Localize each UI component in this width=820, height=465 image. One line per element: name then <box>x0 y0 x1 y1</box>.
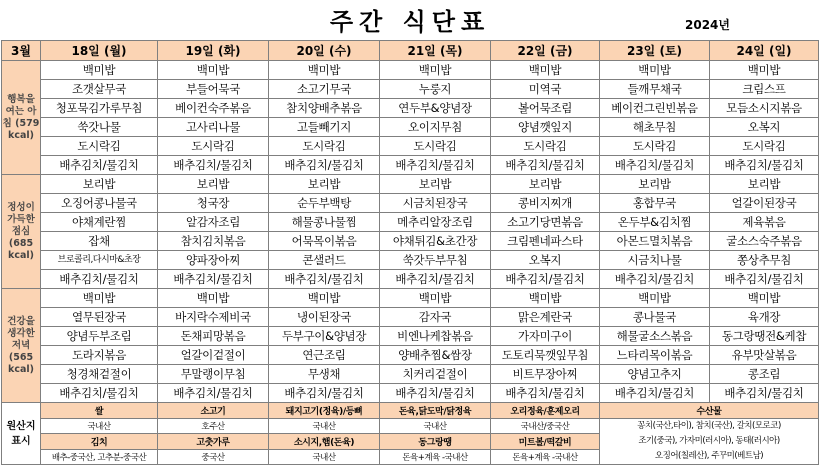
meal-row <box>2 270 819 289</box>
menu-item: 백미밥 <box>380 289 491 308</box>
menu-item: 냉이된장국 <box>269 308 380 327</box>
menu-item: 배추김치/물김치 <box>158 384 269 403</box>
origin-head: 쌀 <box>41 403 158 419</box>
meal-row <box>2 99 819 118</box>
menu-item: 누룽지 <box>380 80 491 99</box>
meal-row <box>2 80 819 99</box>
origin-head: 김치 <box>41 434 158 450</box>
meal-row <box>2 346 819 365</box>
menu-item: 양배추찜&쌈장 <box>380 346 491 365</box>
meal-row <box>2 327 819 346</box>
origin-value: 중국산 <box>158 450 269 465</box>
meal-row <box>2 156 819 175</box>
menu-item: 양념고추지 <box>600 365 710 384</box>
menu-item: 백미밥 <box>600 289 710 308</box>
menu-item: 어묵목이볶음 <box>269 232 380 251</box>
meal-row <box>2 213 819 232</box>
menu-item: 백미밥 <box>491 289 600 308</box>
menu-item: 부들어묵국 <box>158 80 269 99</box>
seafood-origin <box>600 419 819 465</box>
day-header: 18일 (월) <box>41 41 158 61</box>
menu-item: 고들빼기지 <box>269 118 380 137</box>
menu-item: 보리밥 <box>380 175 491 194</box>
origin-value: 돈육+계육 -국내산 <box>380 450 491 465</box>
menu-item: 쑥갓두부무침 <box>380 251 491 270</box>
menu-item: 조갯살무국 <box>41 80 158 99</box>
origin-head: 돈육,닭도막/닭정육 <box>380 403 491 419</box>
menu-item: 백미밥 <box>600 61 710 80</box>
menu-item: 청경채겉절이 <box>41 365 158 384</box>
menu-item: 도시락김 <box>491 137 600 156</box>
menu-item: 치커리겉절이 <box>380 365 491 384</box>
meal-row <box>2 365 819 384</box>
meal-row <box>2 384 819 403</box>
menu-item: 백미밥 <box>380 61 491 80</box>
menu-item: 오이지무침 <box>380 118 491 137</box>
menu-item: 얼갈이된장국 <box>710 194 819 213</box>
origin-value: 국내산 <box>269 419 380 434</box>
menu-item: 배추김치/물김치 <box>600 270 710 289</box>
menu-item: 양념깻잎지 <box>491 118 600 137</box>
menu-item: 배추김치/물김치 <box>491 270 600 289</box>
menu-item: 청국장 <box>158 194 269 213</box>
menu-item: 콩조림 <box>710 365 819 384</box>
day-header: 20일 (수) <box>269 41 380 61</box>
meal-label: 건강을 생각한 저녁 (565 kcal) <box>2 289 41 403</box>
meal-body <box>2 61 819 403</box>
menu-item: 배추김치/물김치 <box>380 270 491 289</box>
menu-item: 잡채 <box>41 232 158 251</box>
menu-item: 배추김치/물김치 <box>158 156 269 175</box>
menu-item: 배추김치/물김치 <box>269 156 380 175</box>
menu-item: 홍합무국 <box>600 194 710 213</box>
menu-item: 청포묵김가루무침 <box>41 99 158 118</box>
year-label: 2024년 <box>685 18 730 32</box>
menu-item: 도시락김 <box>710 137 819 156</box>
menu-item: 오복지 <box>710 118 819 137</box>
origin-value: 국내산/중국산 <box>491 419 600 434</box>
menu-item: 온두부&김치찜 <box>600 213 710 232</box>
meal-row <box>2 308 819 327</box>
origin-head: 오리정육/훈제오리 <box>491 403 600 419</box>
meal-row <box>2 232 819 251</box>
menu-item: 보리밥 <box>158 175 269 194</box>
menu-item: 배추김치/물김치 <box>600 156 710 175</box>
menu-item: 보리밥 <box>491 175 600 194</box>
menu-item: 백미밥 <box>41 289 158 308</box>
menu-item: 도토리묵깻잎무침 <box>491 346 600 365</box>
menu-item: 열무된장국 <box>41 308 158 327</box>
menu-item: 배추김치/물김치 <box>380 156 491 175</box>
menu-item: 고사리나물 <box>158 118 269 137</box>
menu-item: 동그랑땡전&케찹 <box>710 327 819 346</box>
origin-head: 동그랑땡 <box>380 434 491 450</box>
header <box>0 0 820 40</box>
menu-item: 얼갈이겉절이 <box>158 346 269 365</box>
menu-item: 배추김치/물김치 <box>269 270 380 289</box>
menu-item: 느타리목이볶음 <box>600 346 710 365</box>
menu-item: 시금치나물 <box>600 251 710 270</box>
menu-item: 쑥갓나물 <box>41 118 158 137</box>
menu-item: 배추김치/물김치 <box>600 384 710 403</box>
menu-item: 보리밥 <box>269 175 380 194</box>
menu-item: 해물콩나물찜 <box>269 213 380 232</box>
menu-item: 배추김치/물김치 <box>491 384 600 403</box>
origin-label: 원산지 표시 <box>2 403 41 465</box>
meal-row <box>2 251 819 270</box>
menu-item: 비엔나케찹볶음 <box>380 327 491 346</box>
menu-item: 참치양배추볶음 <box>269 99 380 118</box>
menu-item: 배추김치/물김치 <box>710 270 819 289</box>
menu-item: 보리밥 <box>600 175 710 194</box>
day-header: 22일 (금) <box>491 41 600 61</box>
menu-item: 비트무장아찌 <box>491 365 600 384</box>
menu-item: 돈채피망볶음 <box>158 327 269 346</box>
meal-row <box>2 289 819 308</box>
day-header: 21일 (목) <box>380 41 491 61</box>
menu-item: 미역국 <box>491 80 600 99</box>
menu-item: 보리밥 <box>41 175 158 194</box>
meal-row <box>2 175 819 194</box>
menu-item: 콩나물국 <box>600 308 710 327</box>
menu-item: 배추김치/물김치 <box>41 156 158 175</box>
menu-item: 오복지 <box>491 251 600 270</box>
menu-item: 백미밥 <box>158 289 269 308</box>
menu-item: 도시락김 <box>269 137 380 156</box>
origin-value: 배추-중국산, 고추분-중국산 <box>41 450 158 465</box>
menu-item: 백미밥 <box>710 61 819 80</box>
origin-head: 소고기 <box>158 403 269 419</box>
meal-row <box>2 61 819 80</box>
menu-item: 아몬드멸치볶음 <box>600 232 710 251</box>
seafood-line: 오징어(칠레산), 주꾸미(베트남) <box>654 451 764 461</box>
day-header: 24일 (일) <box>710 41 819 61</box>
menu-item: 백미밥 <box>269 61 380 80</box>
menu-item: 브로콜리,다시마&초장 <box>41 251 158 270</box>
menu-item: 쫑상추무침 <box>710 251 819 270</box>
menu-item: 육개장 <box>710 308 819 327</box>
meal-row <box>2 194 819 213</box>
menu-item: 백미밥 <box>158 61 269 80</box>
menu-item: 배추김치/물김치 <box>269 384 380 403</box>
menu-item: 바지락수제비국 <box>158 308 269 327</box>
menu-item: 무말랭이무침 <box>158 365 269 384</box>
menu-item: 배추김치/물김치 <box>158 270 269 289</box>
menu-item: 해초무침 <box>600 118 710 137</box>
menu-item: 모듬소시지볶음 <box>710 99 819 118</box>
menu-item: 배추김치/물김치 <box>710 156 819 175</box>
menu-item: 제육볶음 <box>710 213 819 232</box>
menu-item: 가자미구이 <box>491 327 600 346</box>
origin-head: 고춧가루 <box>158 434 269 450</box>
menu-item: 베이컨숙주볶음 <box>158 99 269 118</box>
menu-item: 연근조림 <box>269 346 380 365</box>
seafood-line: 꽁치(국산,타이), 참치(국산), 갈치(모로코) <box>637 421 781 431</box>
menu-item: 알감자조림 <box>158 213 269 232</box>
origin-value: 국내산 <box>380 419 491 434</box>
menu-item: 시금치된장국 <box>380 194 491 213</box>
origin-head: 돼지고기(정육)/등뼈 <box>269 403 380 419</box>
day-header-row <box>2 41 819 61</box>
menu-item: 도시락김 <box>41 137 158 156</box>
seafood-line: 조기(중국), 가자미(러시아), 동태(러시아) <box>638 436 780 446</box>
menu-item: 백미밥 <box>41 61 158 80</box>
menu-table <box>1 40 819 465</box>
page-title: 주간 식단표 <box>329 8 491 36</box>
menu-item: 맑은계란국 <box>491 308 600 327</box>
menu-item: 콩비지찌개 <box>491 194 600 213</box>
menu-item: 소고기당면볶음 <box>491 213 600 232</box>
menu-item: 크림스프 <box>710 80 819 99</box>
menu-item: 무생채 <box>269 365 380 384</box>
menu-item: 야채계란찜 <box>41 213 158 232</box>
menu-item: 크림펜네파스타 <box>491 232 600 251</box>
menu-item: 굴소스숙주볶음 <box>710 232 819 251</box>
menu-item: 백미밥 <box>269 289 380 308</box>
menu-item: 배추김치/물김치 <box>41 270 158 289</box>
menu-item: 양념두부조림 <box>41 327 158 346</box>
origin-section <box>2 403 819 465</box>
origin-value: 국내산 <box>269 450 380 465</box>
menu-item: 순두부백탕 <box>269 194 380 213</box>
menu-item: 도시락김 <box>600 137 710 156</box>
origin-value: 호주산 <box>158 419 269 434</box>
day-header: 19일 (화) <box>158 41 269 61</box>
menu-item: 배추김치/물김치 <box>41 384 158 403</box>
menu-item: 배추김치/물김치 <box>491 156 600 175</box>
menu-item: 도시락김 <box>158 137 269 156</box>
origin-value: 돈육+계육 -국내산 <box>491 450 600 465</box>
menu-item: 콘샐러드 <box>269 251 380 270</box>
menu-item: 배추김치/물김치 <box>710 384 819 403</box>
menu-item: 배추김치/물김치 <box>380 384 491 403</box>
menu-item: 보리밥 <box>710 175 819 194</box>
menu-item: 백미밥 <box>491 61 600 80</box>
menu-item: 연두부&양념장 <box>380 99 491 118</box>
menu-item: 도라지볶음 <box>41 346 158 365</box>
origin-head: 소시지,햄(돈육) <box>269 434 380 450</box>
menu-item: 메추리알장조림 <box>380 213 491 232</box>
menu-item: 해물굴소스볶음 <box>600 327 710 346</box>
menu-item: 참치김치볶음 <box>158 232 269 251</box>
meal-row <box>2 137 819 156</box>
menu-item: 야채튀김&초간장 <box>380 232 491 251</box>
meal-row <box>2 118 819 137</box>
menu-item: 소고기무국 <box>269 80 380 99</box>
menu-item: 볼어묵조림 <box>491 99 600 118</box>
menu-item: 베이컨그린빈볶음 <box>600 99 710 118</box>
origin-value: 국내산 <box>41 419 158 434</box>
meal-label: 정성이 가득한 점심 (685 kcal) <box>2 175 41 289</box>
menu-item: 도시락김 <box>380 137 491 156</box>
menu-item: 두부구이&양념장 <box>269 327 380 346</box>
menu-item: 오징어콩나물국 <box>41 194 158 213</box>
month-label: 3월 <box>2 41 41 61</box>
menu-item: 백미밥 <box>710 289 819 308</box>
day-header: 23일 (토) <box>600 41 710 61</box>
menu-item: 들깨무채국 <box>600 80 710 99</box>
menu-item: 양파장아찌 <box>158 251 269 270</box>
meal-label: 행복을 여는 아침 (579 kcal) <box>2 61 41 175</box>
menu-item: 유부맛살볶음 <box>710 346 819 365</box>
menu-item: 감자국 <box>380 308 491 327</box>
origin-head: 미트볼/떡갈비 <box>491 434 600 450</box>
origin-head-seafood: 수산물 <box>600 403 819 419</box>
